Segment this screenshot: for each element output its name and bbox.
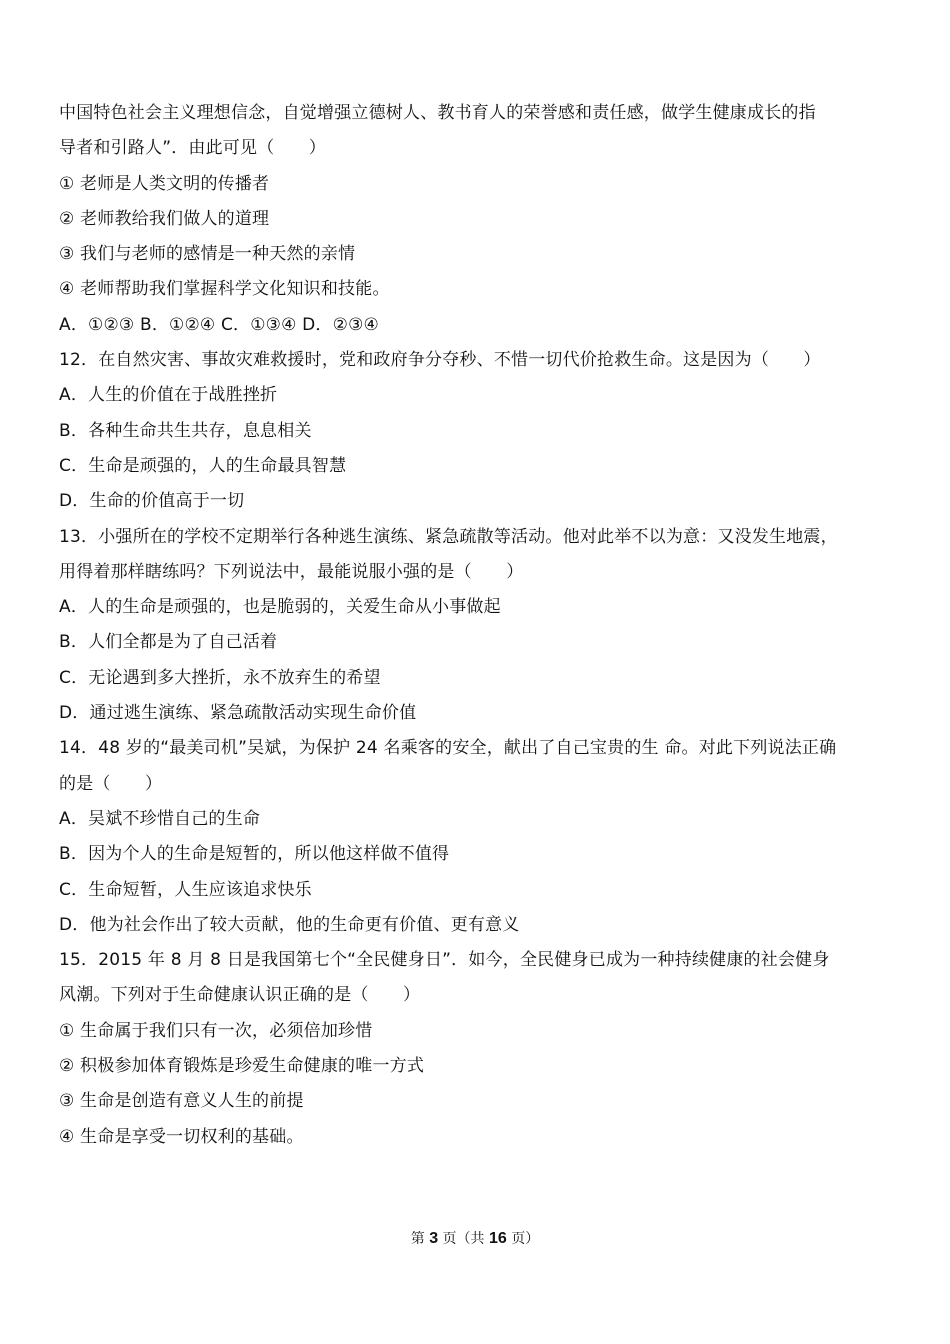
text-line: ② 积极参加体育锻炼是珍爱生命健康的唯一方式 xyxy=(59,1056,425,1077)
text-line: 风潮。下列对于生命健康认识正确的是（ ） xyxy=(59,985,421,1006)
total-page-count: 16 xyxy=(489,1230,507,1247)
option-d: D．生命的价值高于一切 xyxy=(59,491,245,512)
text-line: 中国特色社会主义理想信念，自觉增强立德树人、教书育人的荣誉感和责任感，做学生健康成长的指 xyxy=(59,103,816,123)
option-a: A．吴斌不珍惜自己的生命 xyxy=(59,808,261,829)
question-13: 13．小强所在的学校不定期举行各种逃生演练、紧急疏散等活动。他对此举不以为意：又没发生地震， xyxy=(59,526,838,547)
page-footer xyxy=(0,1229,950,1249)
document-body xyxy=(59,96,897,1155)
option-b: B．各种生命共生共存，息息相关 xyxy=(59,420,312,441)
option-d: D．通过逃生演练、紧急疏散活动实现生命价值 xyxy=(59,703,417,724)
option-c: C．生命短暂，人生应该追求快乐 xyxy=(59,879,312,900)
text-line: ① 老师是人类文明的传播者 xyxy=(59,173,270,194)
footer-prefix: 第 xyxy=(410,1231,425,1247)
text-line: 的是（ ） xyxy=(59,773,163,794)
text-line: 导者和引路人”．由此可见（ ） xyxy=(59,138,327,159)
option-d: D．他为社会作出了较大贡献，他的生命更有价值、更有意义 xyxy=(59,914,520,935)
text-line: ② 老师教给我们做人的道理 xyxy=(59,208,270,229)
current-page-number: 3 xyxy=(429,1230,439,1247)
answer-options: A．①②③ B．①②④ C．①③④ D．②③④ xyxy=(59,314,379,335)
option-a: A．人的生命是顽强的，也是脆弱的，关爱生命从小事做起 xyxy=(59,597,501,618)
text-line: ③ 生命是创造有意义人生的前提 xyxy=(59,1091,304,1112)
footer-suffix: 页） xyxy=(511,1231,540,1247)
footer-middle: 页（共 xyxy=(442,1231,485,1247)
text-line: 用得着那样瞎练吗？下列说法中，最能说服小强的是（ ） xyxy=(59,561,524,582)
option-c: C．生命是顽强的，人的生命最具智慧 xyxy=(59,455,347,476)
option-b: B．因为个人的生命是短暂的，所以他这样做不值得 xyxy=(59,844,450,865)
option-c: C．无论遇到多大挫折，永不放弃生的希望 xyxy=(59,667,381,688)
question-15: 15．2015 年 8 月 8 日是我国第七个“全民健身日”．如今，全民健身已成为一种持续健康的社会健身 xyxy=(59,950,830,971)
text-line: ④ 老师帮助我们掌握科学文化知识和技能。 xyxy=(59,279,390,300)
option-a: A．人生的价值在于战胜挫折 xyxy=(59,385,278,406)
text-line: ① 生命属于我们只有一次，必须倍加珍惜 xyxy=(59,1020,373,1041)
question-14: 14．48 岁的“最美司机”吴斌，为保护 24 名乘客的安全，献出了自己宝贵的生 命。对此下列说法正确 xyxy=(59,738,837,759)
text-line: ③ 我们与老师的感情是一种天然的亲情 xyxy=(59,244,356,265)
option-b: B．人们全都是为了自己活着 xyxy=(59,632,278,653)
question-12: 12．在自然灾害、事故灾难救援时，党和政府争分夺秒、不惜一切代价抢救生命。这是因为（ ） xyxy=(59,350,821,371)
text-line: ④ 生命是享受一切权利的基础。 xyxy=(59,1126,304,1147)
